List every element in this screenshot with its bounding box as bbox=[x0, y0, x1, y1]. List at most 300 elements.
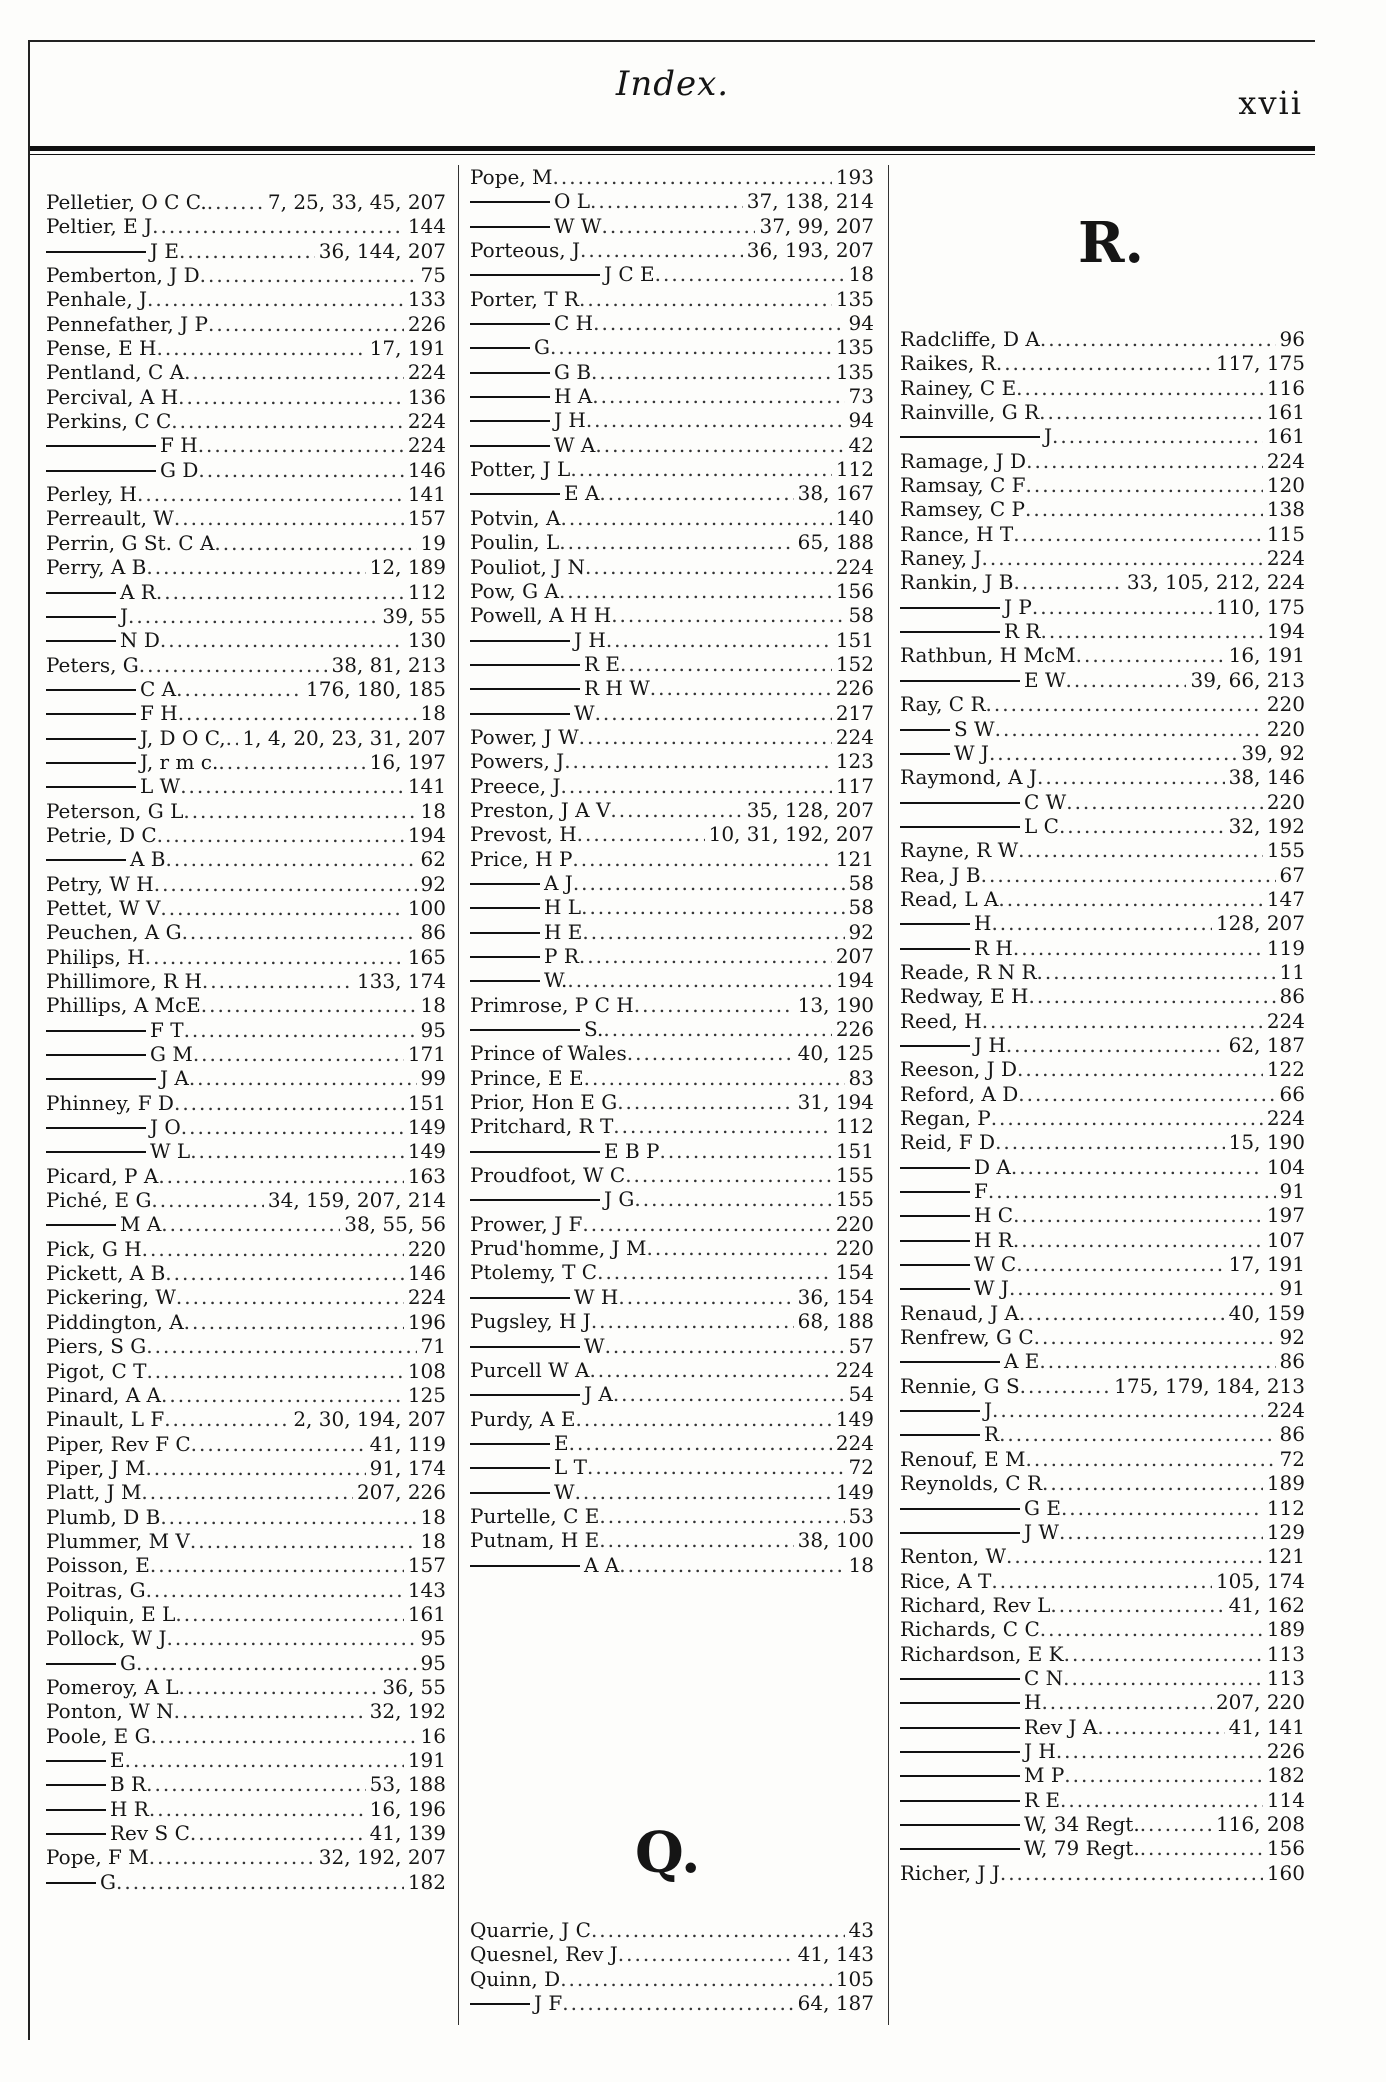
index-entry bbox=[470, 871, 874, 895]
dot-leader bbox=[991, 1569, 1212, 1593]
ditto-dash bbox=[900, 1410, 980, 1412]
dot-leader bbox=[560, 1967, 832, 1991]
ditto-dash bbox=[470, 1467, 550, 1469]
entry-pages: 35, 128, 207 bbox=[746, 797, 874, 822]
entry-name: Phillips, A McE bbox=[46, 993, 201, 1018]
dot-leader bbox=[1006, 1544, 1263, 1568]
entry-name: J H bbox=[974, 1032, 1006, 1057]
entry-pages: 1, 4, 20, 23, 31, 207 bbox=[242, 725, 446, 750]
index-entry bbox=[470, 1528, 874, 1552]
entry-pages: 16 bbox=[420, 1723, 446, 1748]
index-entry bbox=[900, 327, 1305, 351]
index-entry bbox=[46, 774, 446, 798]
dot-leader bbox=[613, 1114, 832, 1138]
section-heading-r: R. bbox=[1078, 210, 1145, 276]
entry-name: D A bbox=[974, 1154, 1011, 1179]
entry-name: J H bbox=[554, 408, 586, 433]
index-entry bbox=[46, 1310, 446, 1334]
entry-name: Pickering, W bbox=[46, 1285, 176, 1310]
entry-pages: 96 bbox=[1279, 327, 1305, 351]
index-entry bbox=[900, 1422, 1305, 1446]
entry-name: Renfrew, G C bbox=[900, 1325, 1034, 1350]
ditto-dash bbox=[900, 1800, 1020, 1802]
entry-pages: 149 bbox=[835, 1406, 874, 1431]
entry-pages: 143 bbox=[407, 1577, 446, 1602]
index-entry bbox=[900, 619, 1305, 643]
entry-pages: 39, 66, 213 bbox=[1190, 667, 1305, 692]
entry-name: Ramsey, C P bbox=[900, 497, 1025, 522]
entry-pages: 94 bbox=[848, 311, 874, 336]
entry-pages: 224 bbox=[835, 1357, 874, 1382]
entry-name: Pemberton, J D bbox=[46, 263, 200, 288]
entry-pages: 224 bbox=[835, 1430, 874, 1455]
entry-name: Pigot, C T bbox=[46, 1358, 147, 1383]
dot-leader bbox=[175, 1602, 403, 1626]
index-entry bbox=[470, 335, 874, 359]
dot-leader bbox=[582, 920, 844, 944]
index-entry bbox=[470, 798, 874, 822]
entry-name: Poisson, E bbox=[46, 1553, 150, 1578]
entry-name: G D bbox=[160, 457, 199, 482]
dot-leader bbox=[611, 603, 844, 627]
dot-leader bbox=[146, 555, 365, 579]
dot-leader bbox=[1050, 1593, 1224, 1617]
dot-leader bbox=[149, 1845, 315, 1869]
index-entry bbox=[470, 1504, 874, 1528]
index-entry bbox=[46, 1724, 446, 1748]
dot-leader bbox=[1026, 1447, 1276, 1471]
dot-leader bbox=[1040, 1617, 1263, 1641]
entry-pages: 224 bbox=[1266, 1398, 1305, 1423]
entry-pages: 83 bbox=[848, 1065, 874, 1090]
dot-leader bbox=[1016, 376, 1263, 400]
index-entry bbox=[470, 555, 874, 579]
index-entry bbox=[46, 896, 446, 920]
index-entry bbox=[900, 1715, 1305, 1739]
ditto-dash bbox=[470, 932, 540, 934]
index-entry bbox=[470, 287, 874, 311]
index-entry bbox=[46, 1772, 446, 1796]
index-entry bbox=[470, 1163, 874, 1187]
dot-leader bbox=[147, 287, 404, 311]
index-entry bbox=[470, 774, 874, 798]
entry-name: Renaud, J A bbox=[900, 1300, 1019, 1325]
dot-leader bbox=[564, 749, 832, 773]
index-entry bbox=[470, 1553, 874, 1577]
dot-leader bbox=[996, 351, 1212, 375]
ditto-dash bbox=[900, 948, 970, 950]
entry-pages: 54 bbox=[848, 1382, 874, 1407]
entry-name: Piper, Rev F C bbox=[46, 1431, 191, 1456]
ditto-dash bbox=[900, 1824, 1020, 1826]
index-entry bbox=[46, 458, 446, 482]
dot-leader bbox=[625, 1163, 832, 1187]
index-column-2 bbox=[470, 165, 874, 1577]
entry-name: Peters, G bbox=[46, 652, 139, 677]
entry-pages: 121 bbox=[1266, 1544, 1305, 1569]
entry-name: Quinn, D bbox=[470, 1966, 561, 1991]
entry-name: S W bbox=[954, 716, 995, 741]
index-entry bbox=[46, 1748, 446, 1772]
index-entry bbox=[46, 1139, 446, 1163]
dot-leader bbox=[156, 580, 404, 604]
dot-leader bbox=[634, 1187, 831, 1211]
entry-name: M A bbox=[120, 1212, 162, 1237]
entry-pages: 133 bbox=[407, 287, 446, 312]
dot-leader bbox=[145, 1456, 365, 1480]
entry-name: Pomeroy, A L bbox=[46, 1674, 179, 1699]
entry-name: Prevost, H bbox=[470, 822, 577, 847]
ditto-dash bbox=[470, 1346, 580, 1348]
entry-name: Percival, A H bbox=[46, 384, 179, 409]
index-entry bbox=[46, 1456, 446, 1480]
index-entry bbox=[900, 1836, 1305, 1860]
dot-leader bbox=[1034, 1325, 1276, 1349]
dot-leader bbox=[1000, 1861, 1263, 1885]
page-header bbox=[30, 40, 1315, 122]
index-entry bbox=[46, 1115, 446, 1139]
dot-leader bbox=[982, 546, 1263, 570]
entry-pages: 135 bbox=[835, 286, 874, 311]
index-entry bbox=[470, 481, 874, 505]
ditto-dash bbox=[900, 802, 1020, 804]
dot-leader bbox=[174, 506, 404, 530]
ditto-dash bbox=[470, 664, 580, 666]
index-entry bbox=[470, 968, 874, 992]
dot-leader bbox=[139, 653, 328, 677]
entry-name: A J bbox=[544, 870, 573, 895]
index-entry bbox=[470, 408, 874, 432]
entry-pages: 58 bbox=[848, 895, 874, 920]
ditto-dash bbox=[46, 1151, 146, 1153]
entry-pages: 86 bbox=[1279, 1349, 1305, 1374]
dot-leader bbox=[992, 1398, 1263, 1422]
index-entry bbox=[470, 1260, 874, 1284]
ditto-dash bbox=[470, 1492, 550, 1494]
entry-pages: 65, 188 bbox=[797, 530, 874, 555]
entry-pages: 53, 188 bbox=[369, 1772, 446, 1797]
entry-name: C H bbox=[554, 311, 594, 336]
index-entry bbox=[470, 530, 874, 554]
index-entry bbox=[46, 433, 446, 457]
entry-name: J O bbox=[150, 1115, 181, 1140]
entry-pages: 224 bbox=[407, 409, 446, 434]
entry-pages: 157 bbox=[407, 506, 446, 531]
entry-name: Rainey, C E bbox=[900, 375, 1017, 400]
index-entry bbox=[46, 385, 446, 409]
entry-pages: 37, 99, 207 bbox=[759, 213, 874, 238]
entry-name: Picard, P A bbox=[46, 1163, 159, 1188]
entry-name: C W bbox=[1024, 789, 1067, 814]
entry-name: Renton, W bbox=[900, 1544, 1007, 1569]
index-entry bbox=[470, 993, 874, 1017]
ditto-dash bbox=[46, 251, 146, 253]
ditto-dash bbox=[46, 640, 116, 642]
index-entry bbox=[900, 863, 1305, 887]
entry-name: J C E bbox=[604, 262, 655, 287]
entry-pages: 107 bbox=[1266, 1227, 1305, 1252]
index-entry bbox=[470, 1334, 874, 1358]
ditto-dash bbox=[900, 826, 1020, 828]
index-entry bbox=[470, 165, 874, 189]
entry-name: Prince, E E bbox=[470, 1065, 584, 1090]
entry-name: J, D O C, bbox=[140, 725, 226, 750]
dot-leader bbox=[181, 1115, 404, 1139]
entry-name: R bbox=[984, 1422, 1000, 1447]
index-entry bbox=[470, 189, 874, 213]
entry-name: N D bbox=[120, 628, 160, 653]
dot-leader bbox=[1037, 765, 1225, 789]
index-entry bbox=[470, 920, 874, 944]
entry-pages: 182 bbox=[1266, 1763, 1305, 1788]
entry-pages: 129 bbox=[1266, 1519, 1305, 1544]
index-entry bbox=[46, 1091, 446, 1115]
index-entry bbox=[46, 1651, 446, 1675]
dot-leader bbox=[1039, 400, 1263, 424]
dot-leader bbox=[146, 1772, 366, 1796]
entry-name: A R bbox=[120, 579, 156, 604]
entry-pages: 115 bbox=[1266, 521, 1305, 546]
entry-pages: 18 bbox=[420, 1504, 446, 1529]
dot-leader bbox=[550, 335, 832, 359]
entry-pages: 42 bbox=[848, 432, 874, 457]
entry-pages: 156 bbox=[1266, 1836, 1305, 1861]
index-entry bbox=[46, 1699, 446, 1723]
index-entry bbox=[900, 1544, 1305, 1568]
index-entry bbox=[470, 1991, 874, 2015]
dot-leader bbox=[125, 1748, 404, 1772]
entry-pages: 41, 141 bbox=[1228, 1714, 1305, 1739]
entry-name: M P bbox=[1024, 1763, 1065, 1788]
entry-name: Plummer, M V bbox=[46, 1528, 190, 1553]
entry-name: J bbox=[120, 603, 129, 628]
dot-leader bbox=[202, 969, 353, 993]
entry-name: Phinney, F D bbox=[46, 1090, 174, 1115]
entry-name: A E bbox=[1004, 1349, 1040, 1374]
index-page bbox=[28, 40, 1315, 2040]
entry-name: E bbox=[110, 1748, 125, 1772]
ditto-dash bbox=[46, 1882, 96, 1884]
dot-leader bbox=[190, 1529, 417, 1553]
dot-leader bbox=[157, 823, 404, 847]
entry-pages: 141 bbox=[407, 482, 446, 507]
entry-pages: 91 bbox=[1279, 1179, 1305, 1204]
ditto-dash bbox=[46, 1030, 146, 1032]
ditto-dash bbox=[900, 1191, 970, 1193]
entry-pages: 68, 188 bbox=[797, 1309, 874, 1334]
index-entry bbox=[900, 887, 1305, 911]
entry-pages: 120 bbox=[1266, 473, 1305, 498]
entry-name: E B P bbox=[604, 1138, 660, 1163]
index-entry bbox=[900, 1228, 1305, 1252]
dot-leader bbox=[178, 385, 404, 409]
index-entry bbox=[46, 580, 446, 604]
dot-leader bbox=[1011, 1155, 1263, 1179]
index-entry bbox=[900, 546, 1305, 570]
entry-pages: 36, 55 bbox=[382, 1674, 446, 1699]
dot-leader bbox=[995, 717, 1263, 741]
entry-name: Rea, J B bbox=[900, 862, 981, 887]
index-entry bbox=[900, 1082, 1305, 1106]
dot-leader bbox=[1041, 1690, 1211, 1714]
entry-pages: 38, 100 bbox=[797, 1528, 874, 1553]
index-entry bbox=[900, 473, 1305, 497]
entry-name: B R bbox=[110, 1772, 147, 1797]
ditto-dash bbox=[470, 323, 550, 325]
index-entry bbox=[46, 1237, 446, 1261]
index-entry bbox=[900, 692, 1305, 716]
dot-leader bbox=[562, 1991, 793, 2015]
ditto-dash bbox=[900, 1264, 970, 1266]
entry-pages: 117 bbox=[835, 773, 874, 798]
ditto-dash bbox=[46, 738, 136, 740]
entry-name: Piper, J M bbox=[46, 1455, 146, 1480]
entry-name: G bbox=[120, 1650, 136, 1675]
dot-leader bbox=[599, 1528, 793, 1552]
index-entry bbox=[46, 1870, 446, 1894]
entry-name: Piddington, A bbox=[46, 1309, 184, 1334]
entry-name: W H bbox=[574, 1284, 619, 1309]
index-entry bbox=[900, 1301, 1305, 1325]
dot-leader bbox=[1061, 1496, 1263, 1520]
entry-name: Richardson, E K bbox=[900, 1641, 1064, 1666]
dot-leader bbox=[603, 1017, 831, 1041]
ditto-dash bbox=[46, 786, 136, 788]
entry-pages: 226 bbox=[835, 676, 874, 701]
dot-leader bbox=[183, 799, 416, 823]
index-entry bbox=[470, 676, 874, 700]
dot-leader bbox=[164, 1407, 289, 1431]
index-entry bbox=[470, 1066, 874, 1090]
entry-pages: 193 bbox=[835, 165, 874, 189]
ditto-dash bbox=[900, 631, 1000, 633]
dot-leader bbox=[599, 481, 793, 505]
index-entry bbox=[46, 677, 446, 701]
entry-pages: 86 bbox=[1279, 1422, 1305, 1447]
entry-name: Piers, S G bbox=[46, 1334, 147, 1359]
entry-pages: 189 bbox=[1266, 1471, 1305, 1496]
dot-leader bbox=[619, 1553, 844, 1577]
ditto-dash bbox=[470, 2003, 530, 2005]
ditto-dash bbox=[900, 680, 1020, 682]
index-entry bbox=[900, 717, 1305, 741]
index-entry bbox=[46, 1480, 446, 1504]
entry-pages: 147 bbox=[1266, 886, 1305, 911]
dot-leader bbox=[1039, 1349, 1275, 1373]
index-entry bbox=[900, 595, 1305, 619]
dot-leader bbox=[1042, 1471, 1263, 1495]
entry-name: J A bbox=[160, 1066, 189, 1091]
entry-name: P R bbox=[544, 944, 579, 968]
entry-pages: 114 bbox=[1266, 1787, 1305, 1812]
entry-name: Purdy, A E bbox=[470, 1406, 576, 1431]
entry-pages: 73 bbox=[848, 384, 874, 409]
entry-pages: 92 bbox=[1279, 1325, 1305, 1350]
entry-name: Radcliffe, D A bbox=[900, 327, 1040, 351]
dot-leader bbox=[166, 847, 417, 871]
entry-name: H E bbox=[544, 919, 583, 944]
dot-leader bbox=[1052, 424, 1263, 448]
index-entry bbox=[46, 409, 446, 433]
entry-name: W J bbox=[974, 1276, 1009, 1301]
entry-pages: 41, 139 bbox=[369, 1821, 446, 1846]
entry-pages: 36, 144, 207 bbox=[318, 238, 446, 263]
column-divider bbox=[458, 165, 459, 2025]
dot-leader bbox=[659, 1139, 831, 1163]
index-entry bbox=[900, 570, 1305, 594]
entry-pages: 36, 154 bbox=[797, 1284, 874, 1309]
entry-name: Prud'homme, J M bbox=[470, 1236, 647, 1261]
ditto-dash bbox=[900, 729, 950, 731]
entry-name: Perrin, G St. C A bbox=[46, 530, 215, 555]
dot-leader bbox=[587, 1455, 845, 1479]
index-column-3 bbox=[900, 327, 1305, 1885]
dot-leader bbox=[595, 433, 844, 457]
dot-leader bbox=[601, 214, 755, 238]
entry-name: Pense, E H bbox=[46, 336, 157, 361]
index-entry bbox=[46, 701, 446, 725]
entry-name: Primrose, P C H bbox=[470, 992, 634, 1017]
entry-name: C A bbox=[140, 676, 177, 701]
ditto-dash bbox=[46, 713, 136, 715]
dot-leader bbox=[160, 628, 404, 652]
index-entry bbox=[470, 457, 874, 481]
index-entry bbox=[46, 1407, 446, 1431]
entry-pages: 32, 192 bbox=[369, 1699, 446, 1724]
index-entry bbox=[900, 1398, 1305, 1422]
entry-pages: 151 bbox=[407, 1090, 446, 1115]
dot-leader bbox=[567, 968, 831, 992]
index-entry bbox=[470, 1139, 874, 1163]
entry-pages: 43 bbox=[848, 1918, 874, 1942]
entry-pages: 224 bbox=[407, 360, 446, 385]
entry-name: H L bbox=[544, 895, 582, 920]
index-entry bbox=[46, 1505, 446, 1529]
entry-pages: 224 bbox=[1266, 1008, 1305, 1033]
entry-name: Reeson, J D bbox=[900, 1057, 1018, 1082]
dot-leader bbox=[207, 190, 264, 214]
dot-leader bbox=[226, 726, 239, 750]
dot-leader bbox=[1064, 1642, 1263, 1666]
entry-pages: 121 bbox=[835, 846, 874, 871]
index-entry bbox=[900, 1642, 1305, 1666]
entry-pages: 39, 55 bbox=[382, 603, 446, 628]
index-entry bbox=[46, 1261, 446, 1285]
ditto-dash bbox=[470, 688, 580, 690]
dot-leader bbox=[136, 1651, 417, 1675]
column-divider bbox=[888, 165, 889, 2025]
entry-name: Penhale, J bbox=[46, 287, 148, 312]
dot-leader bbox=[559, 579, 832, 603]
ditto-dash bbox=[470, 396, 550, 398]
ditto-dash bbox=[470, 372, 550, 374]
entry-name: E W bbox=[1024, 667, 1066, 692]
entry-pages: 163 bbox=[407, 1163, 446, 1188]
index-entry bbox=[46, 1432, 446, 1456]
entry-name: Plumb, D B bbox=[46, 1504, 161, 1529]
entry-pages: 220 bbox=[835, 1211, 874, 1236]
entry-name: Rice, A T bbox=[900, 1568, 992, 1593]
entry-name: Ray, C R bbox=[900, 692, 986, 717]
entry-pages: 95 bbox=[420, 1626, 446, 1651]
entry-name: R H W bbox=[584, 676, 650, 701]
ditto-dash bbox=[470, 1151, 600, 1153]
entry-name: W C bbox=[974, 1252, 1017, 1277]
entry-name: Richard, Rev L bbox=[900, 1592, 1051, 1617]
entry-name: Perley, H bbox=[46, 482, 137, 507]
entry-pages: 17, 191 bbox=[1228, 1252, 1305, 1277]
ditto-dash bbox=[900, 753, 950, 755]
